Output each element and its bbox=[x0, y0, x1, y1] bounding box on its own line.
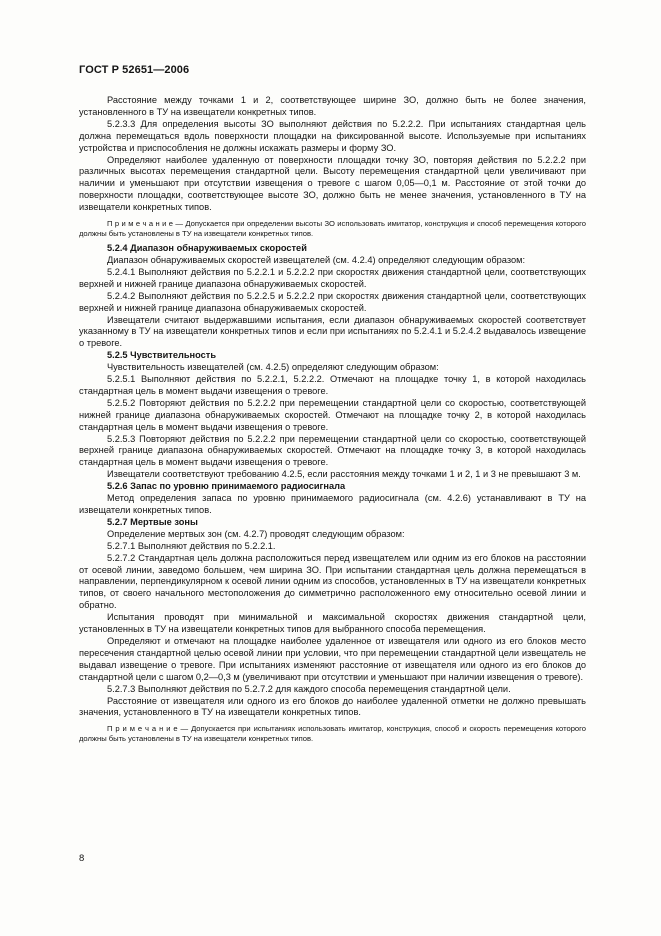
section-heading: 5.2.5 Чувствительность bbox=[107, 350, 217, 361]
note-paragraph bbox=[79, 219, 586, 239]
body-paragraph: Диапазон обнаруживаемых скоростей извещателей (см. 4.2.4) определяют следующим образом: bbox=[107, 254, 526, 265]
body-paragraph: Расстояние между точками 1 и 2, соответствующее ширине ЗО, должно быть не более значения, установленного в ТУ на извещатели конкретных типов. bbox=[79, 95, 586, 117]
body-paragraph: Определяют наиболее удаленную от поверхности площадки точку ЗО, повторяя действия по 5.2.2.2 при различных высотах перемещения стандартной цели. Высоту перемещения стандартной цели увеличивают при наличии и уменьшают при отсутствии извещения о тревоге с шагом 0,05—0,1 м. Расстояние от этой точки до поверхности площадки, соответствующее высоте ЗО, должно быть не менее значения, установленного в ТУ на извещатели конкретных типов. bbox=[79, 154, 586, 213]
section-heading: 5.2.4 Диапазон обнаруживаемых скоростей bbox=[107, 243, 307, 254]
body-paragraph: 5.2.5.2 Повторяют действия по 5.2.2.2 при перемещении стандартной цели со скоростью, соответствующей нижней границе диапазона обнаруживаемых скоростей. Отмечают на площадке точку 2, в которой находилась стандартная цель в момент выдачи извещения о тревоге. bbox=[79, 397, 586, 432]
body-paragraph: 5.2.3.3 Для определения высоты ЗО выполняют действия по 5.2.2.2. При испытаниях стандартная цель должна перемещаться вдоль поверхности площадки на фиксированной высоте. Используемые при испытаниях устройства и приспособления не должны искажать размеры и форму ЗО. bbox=[79, 118, 586, 153]
body-paragraph: 5.2.7.1 Выполняют действия по 5.2.2.1. bbox=[107, 540, 276, 551]
page-number: 8 bbox=[79, 853, 85, 864]
note-label: П р и м е ч а н и е bbox=[107, 219, 173, 229]
body-paragraph: Извещатели считают выдержавшими испытания, если диапазон обнаруживаемых скоростей соответствует указанному в ТУ на извещатели конкретных типов и если при испытаниях по 5.2.4.1 и 5.2.4.2 выдавалось извещение о тревоге. bbox=[79, 314, 586, 349]
body-paragraph: Извещатели соответствуют требованию 4.2.5, если расстояния между точками 1 и 2, 1 и 3 не превышают 3 м. bbox=[107, 469, 581, 480]
body-paragraph: Чувствительность извещателей (см. 4.2.5) определяют следующим образом: bbox=[107, 362, 439, 373]
body-paragraph: Определяют и отмечают на площадке наиболее удаленное от извещателя или одного из его блоков место пересечения стандартной целью осевой линии при условии, что при перемещении стандартной цели извещатель не выдавал извещение о тревоге. При испытаниях изменяют расстояние от извещателя или одного из его блоков до стандартной цели с шагом 0,2—0,3 м (увеличивают при отсутствии и уменьшают при наличии извещения о тревоге). bbox=[79, 635, 586, 682]
note-text: — Допускается при испытаниях использовать имитатор, конструкция, способ и скорость перемещения которого должны быть установлены в ТУ на извещатели конкретных типов. bbox=[79, 724, 586, 744]
section-heading: 5.2.6 Запас по уровню принимаемого радиосигнала bbox=[107, 481, 346, 492]
body-paragraph: Испытания проводят при минимальной и максимальной скоростях движения стандартной цели, установленных в ТУ на извещатели конкретных типов для выбранного способа перемещения. bbox=[79, 612, 586, 635]
body-paragraph: 5.2.4.1 Выполняют действия по 5.2.2.1 и 5.2.2.2 при скоростях движения стандартной цели, соответствующих верхней и нижней границе диапазона обнаруживаемых скоростей. bbox=[79, 266, 586, 289]
document-header: ГОСТ Р 52651—2006 bbox=[79, 64, 190, 76]
document-body bbox=[79, 95, 586, 748]
body-paragraph: Метод определения запаса по уровню принимаемого радиосигнала (см. 4.2.6) устанавливают в ТУ на извещатели конкретных типов. bbox=[79, 493, 586, 515]
body-paragraph: 5.2.7.2 Стандартная цель должна расположиться перед извещателем или одним из его блоков на расстоянии от осевой линии, заведомо большем, чем ширина ЗО. При испытании стандартная цель должна перемещаться в направлении, перпендикулярном к осевой линии одним из способов, установленных в ТУ на извещатели конкретных типов, от своего начального местоположения до симметрично расположенного ему относительно осевой линии и обратно. bbox=[79, 552, 586, 611]
note-paragraph bbox=[79, 724, 586, 744]
body-paragraph: 5.2.4.2 Выполняют действия по 5.2.2.5 и 5.2.2.2 при скоростях движения стандартной цели, соответствующих верхней и нижней границе диапазона обнаруживаемых скоростей. bbox=[79, 290, 586, 313]
body-paragraph: 5.2.5.1 Выполняют действия по 5.2.2.1, 5.2.2.2. Отмечают на площадке точку 1, в которой находилась стандартная цель в момент выдачи извещения о тревоге. bbox=[79, 374, 586, 396]
body-paragraph: Расстояние от извещателя или одного из его блоков до наиболее удаленной отметки не должно превышать значения, установленного в ТУ на извещатели конкретных типов. bbox=[79, 695, 586, 718]
note-text: — Допускается при определении высоты ЗО использовать имитатор, конструкция и способ перемещения которого должны быть установлены в ТУ на извещатели конкретных типов. bbox=[79, 219, 586, 239]
section-heading: 5.2.7 Мертвые зоны bbox=[107, 516, 198, 527]
body-paragraph: 5.2.7.3 Выполняют действия по 5.2.7.2 для каждого способа перемещения стандартной цели. bbox=[107, 683, 511, 694]
note-label: П р и м е ч а н и е bbox=[107, 724, 178, 734]
body-paragraph: 5.2.5.3 Повторяют действия по 5.2.2.2 при перемещении стандартной цели со скоростью, соответствующей верхней границе диапазона обнаруживаемых скоростей. Отмечают на площадке точку 3, в которой находилась стандартная цель в момент выдачи извещения о тревоге. bbox=[79, 433, 586, 468]
body-paragraph: Определение мертвых зон (см. 4.2.7) проводят следующим образом: bbox=[107, 528, 405, 539]
